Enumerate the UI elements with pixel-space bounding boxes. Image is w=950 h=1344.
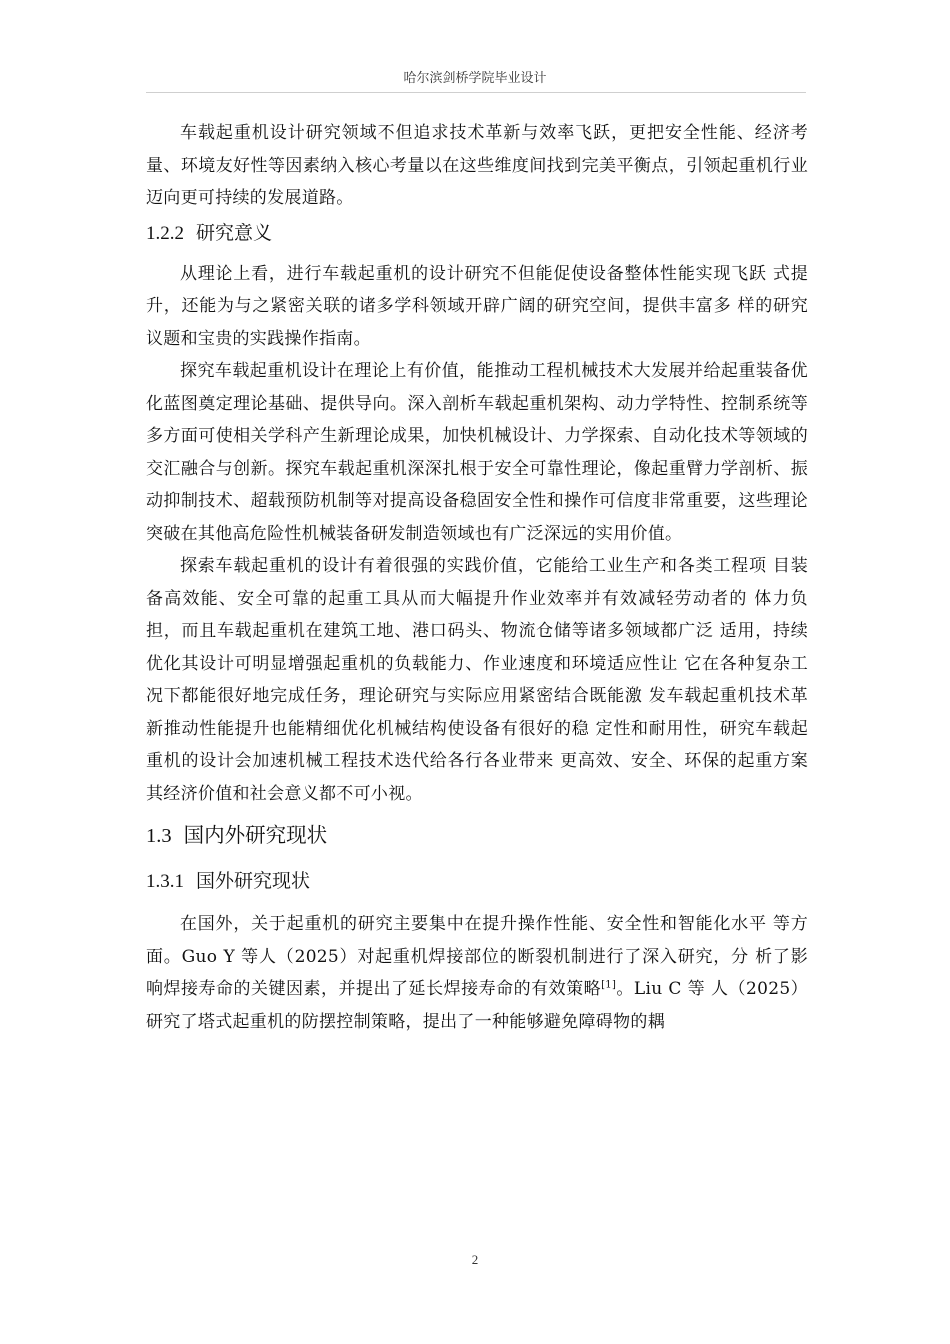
heading-number: 1.3.1 — [146, 871, 184, 892]
header-divider — [146, 92, 806, 93]
heading-1-2-2 — [146, 221, 808, 246]
page-header: 哈尔滨剑桥学院毕业设计 — [403, 71, 547, 86]
heading-number: 1.2.2 — [146, 222, 184, 244]
heading-number: 1.3 — [146, 825, 172, 847]
paragraph-theoretical-value: 探究车载起重机设计在理论上有价值，能推动工程机械技术大发展并给起重装备优化蓝图奠定理论基础、提供导向。深入剖析车载起重机架构、动力学特性、控制系统等多方面可使相关学科产生新理论成果，加快机械设计、力学探索、自动化技术等领域的交汇融合与创新。探究车载起重机深深扎根于安全可靠性理论，像起重臂力学剖析、振动抑制技术、超载预防机制等对提高设备稳固安全性和操作可信度非常重要，这些理论突破在其他高危险性机械装备研发制造领域也有广泛深远的实用价值。 — [146, 361, 808, 544]
heading-1-3 — [146, 822, 808, 849]
paragraph-foreign-research — [146, 908, 808, 1038]
citation-ref: [1] — [601, 979, 617, 991]
heading-title: 研究意义 — [196, 221, 273, 244]
paragraph-research-field: 车载起重机设计研究领域不但追求技术革新与效率飞跃，更把安全性能、经济考量、环境友好性等因素纳入核心考量以在这些维度间找到完美平衡点，引领起重机行业迈向更可持续的发展道路。 — [146, 123, 808, 208]
page-number: 2 — [471, 1252, 479, 1267]
heading-title: 国内外研究现状 — [183, 823, 328, 847]
paragraph-research-significance: 从理论上看，进行车载起重机的设计研究不但能促使设备整体性能实现飞跃 式提升，还能为与之紧密关联的诸多学科领域开辟广阔的研究空间，提供丰富多 样的研究议题和宝贵的实践操作指南。 — [146, 263, 808, 349]
heading-1-3-1 — [146, 869, 808, 894]
document-body — [146, 117, 808, 1038]
paragraph-text: 。Liu C 等 人（2025）研究了塔式起重机的防摆控制策略，提出了一种能够避免障碍物的耦 — [146, 979, 808, 1032]
heading-title: 国外研究现状 — [196, 870, 311, 892]
paragraph-practical-value: 探索车载起重机的设计有着很强的实践价值，它能给工业生产和各类工程项 目装备高效能、安全可靠的起重工具从而大幅提升作业效率并有效减轻劳动者的 体力负担，而且车载起重机在建筑工地、港口码头、物流仓储等诸多领域都广泛 适用，持续优化其设计可明显增强起重机的负载能力、作业速度和环境适应性让 它在各种复杂工况下都能很好地完成任务，理论研究与实际应用紧密结合既能激 发车载起重机技术革新推动性能提升也能精细优化机械结构使设备有很好的稳 定性和耐用性，研究车载起重机的设计会加速机械工程技术迭代给各行各业带来 更高效、安全、环保的起重方案其经济价值和社会意义都不可小视。 — [146, 556, 808, 804]
paragraph-text: 在国外，关于起重机的研究主要集中在提升操作性能、安全性和智能化水平 等方面。Guo Y 等人（2025）对起重机焊接部位的断裂机制进行了深入研究，分 析了影响焊接寿命的关键因素，并提出了延长焊接寿命的有效策略 — [146, 914, 808, 999]
